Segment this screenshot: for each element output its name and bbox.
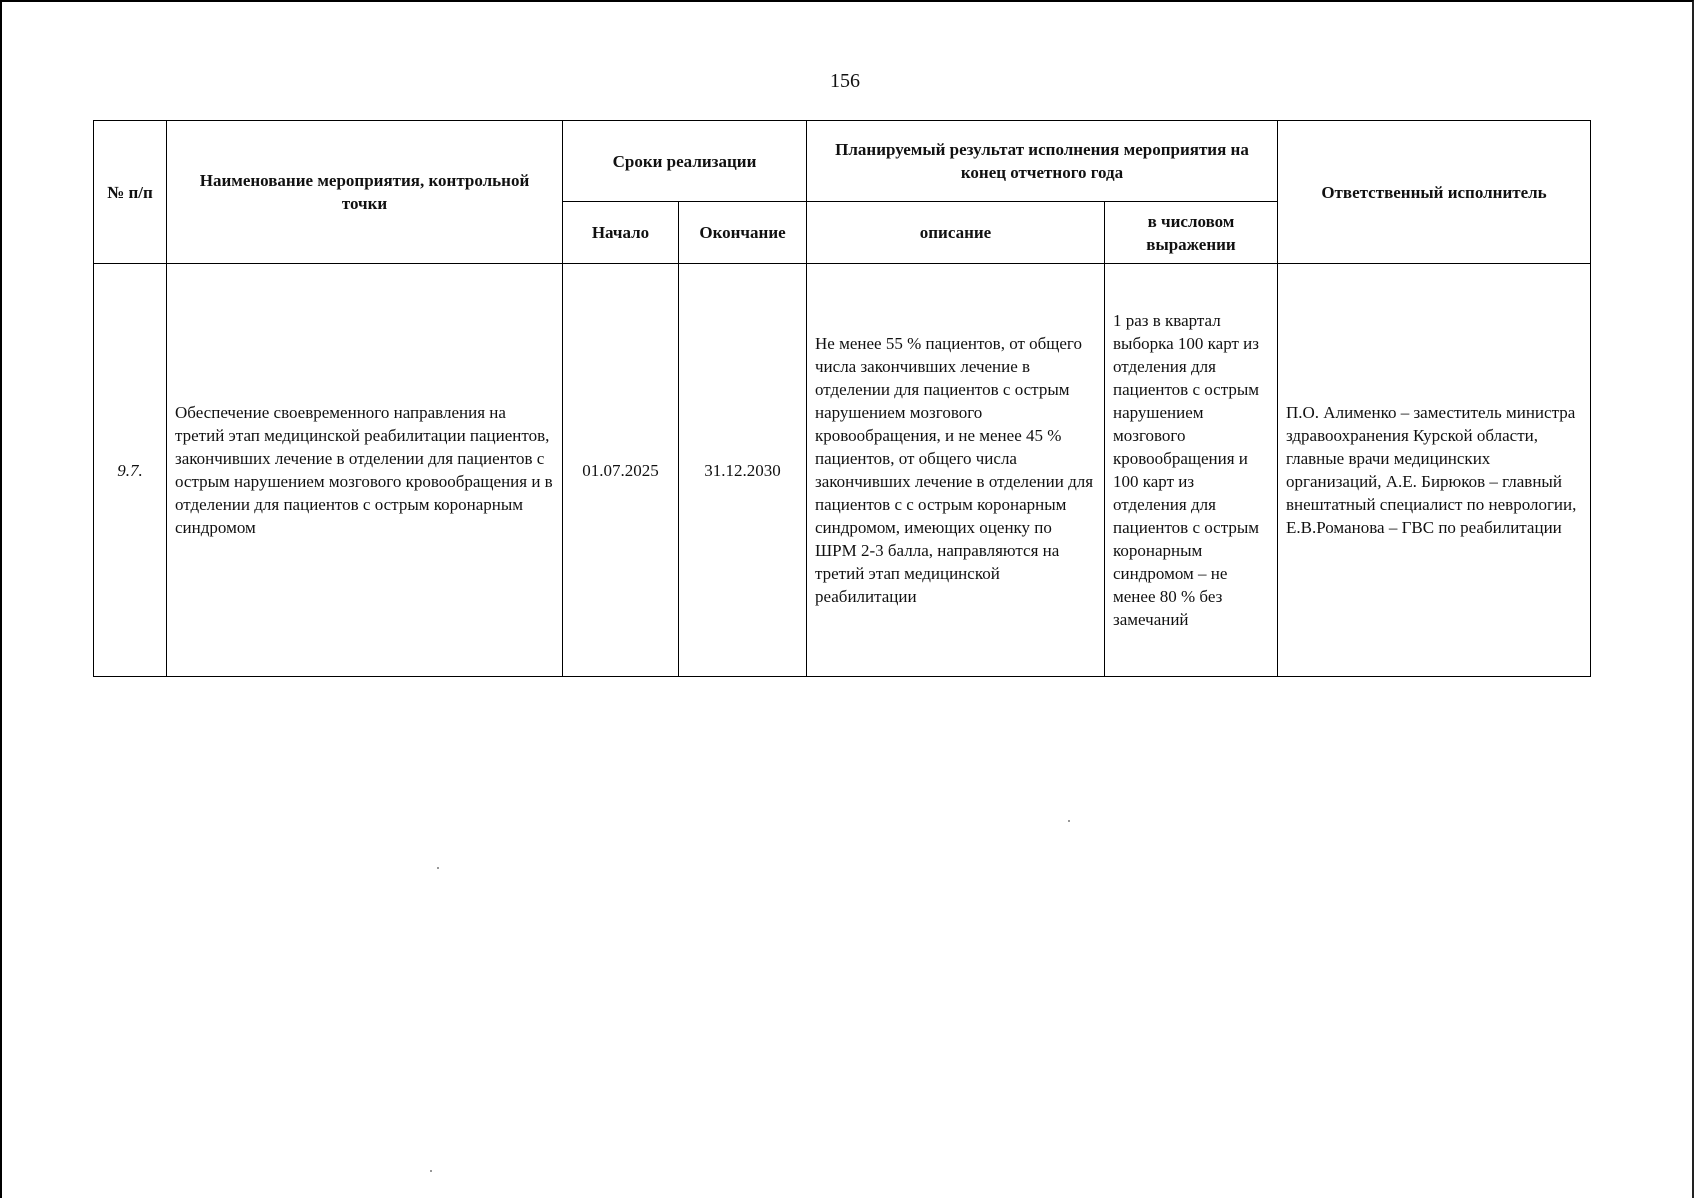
cell-start: 01.07.2025 xyxy=(563,264,679,677)
header-row-top xyxy=(94,121,1591,202)
header-description: описание xyxy=(807,202,1105,264)
cell-description: Не менее 55 % пациентов, от общего числа закончивших лечение в отделении для пациентов с острым нарушением мозгового кровообращения, и не менее 45 % пациентов, от общего числа закончивших лечение в отделении для пациентов с с острым коронарным синдромом, имеющих оценку по ШРМ 2-3 балла, направляются на третий этап медицинской реабилитации xyxy=(807,264,1105,677)
header-period: Сроки реализации xyxy=(563,121,807,202)
cell-numeric: 1 раз в квартал выборка 100 карт из отделения для пациентов с острым нарушением мозгового кровообращения и 100 карт из отделения для пациентов с острым коронарным синдромом – не менее 80 % без замечаний xyxy=(1105,264,1278,677)
header-name: Наименование мероприятия, контрольной точки xyxy=(167,121,563,264)
page-number: 156 xyxy=(830,70,860,92)
header-numeric: в числовом выражении xyxy=(1105,202,1278,264)
plan-table xyxy=(93,120,1591,677)
scan-speck xyxy=(430,1170,432,1172)
scan-speck xyxy=(437,867,439,869)
header-start: Начало xyxy=(563,202,679,264)
cell-responsible: П.О. Алименко – заместитель министра здравоохранения Курской области, главные врачи медицинских организаций, А.Е. Бирюков – главный внештатный специалист по неврологии, Е.В.Романова – ГВС по реабилитации xyxy=(1278,264,1591,677)
cell-end: 31.12.2030 xyxy=(679,264,807,677)
header-planned-result: Планируемый результат исполнения мероприятия на конец отчетного года xyxy=(807,121,1278,202)
header-end: Окончание xyxy=(679,202,807,264)
scan-speck xyxy=(1068,820,1070,822)
header-responsible: Ответственный исполнитель xyxy=(1278,121,1591,264)
table-row xyxy=(94,264,1591,677)
cell-number: 9.7. xyxy=(94,264,167,677)
cell-name: Обеспечение своевременного направления на третий этап медицинской реабилитации пациентов, закончивших лечение в отделении для пациентов с острым нарушением мозгового кровообращения и в отделении для пациентов с острым коронарным синдромом xyxy=(167,264,563,677)
header-number: № п/п xyxy=(94,121,167,264)
